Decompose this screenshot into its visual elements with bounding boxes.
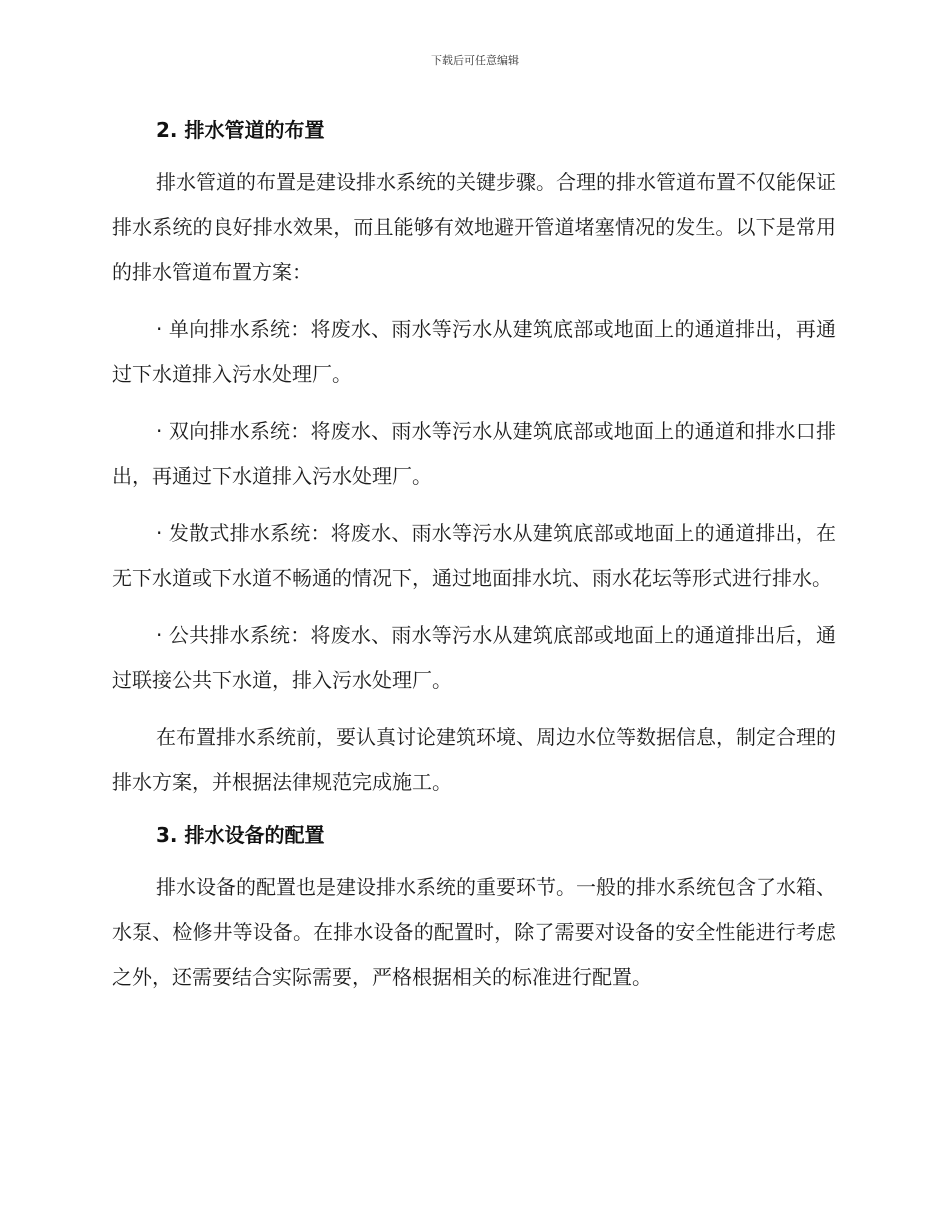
paragraph-conclusion: 在布置排水系统前，要认真讨论建筑环境、周边水位等数据信息，制定合理的排水方案，并根据法律规范完成施工。 xyxy=(112,725,836,794)
paragraph-bullet-dispersed: · 发散式排水系统：将废水、雨水等污水从建筑底部或地面上的通道排出，在无下水道或下水道不畅通的情况下，通过地面排水坑、雨水花坛等形式进行排水。 xyxy=(112,521,836,590)
section-heading: 3. 排水设备的配置 xyxy=(156,823,325,847)
page-header: 下载后可任意编辑 xyxy=(431,54,519,67)
paragraph-bullet-two-way: · 双向排水系统：将废水、雨水等污水从建筑底部或地面上的通道和排水口排出，再通过下水道排入污水处理厂。 xyxy=(112,419,836,488)
paragraph-equipment: 排水设备的配置也是建设排水系统的重要环节。一般的排水系统包含了水箱、水泵、检修井等设备。在排水设备的配置时，除了需要对设备的安全性能进行考虑之外，还需要结合实际需要，严格根据相关的标准进行配置。 xyxy=(112,875,836,989)
document-body xyxy=(112,112,836,1000)
paragraph-bullet-public: · 公共排水系统：将废水、雨水等污水从建筑底部或地面上的通道排出后，通过联接公共下水道，排入污水处理厂。 xyxy=(112,623,836,692)
section-heading: 2. 排水管道的布置 xyxy=(156,118,325,142)
paragraph-intro: 排水管道的布置是建设排水系统的关键步骤。合理的排水管道布置不仅能保证排水系统的良好排水效果，而且能够有效地避开管道堵塞情况的发生。以下是常用的排水管道布置方案： xyxy=(112,170,836,284)
paragraph-bullet-one-way: · 单向排水系统：将废水、雨水等污水从建筑底部或地面上的通道排出，再通过下水道排入污水处理厂。 xyxy=(112,317,836,386)
